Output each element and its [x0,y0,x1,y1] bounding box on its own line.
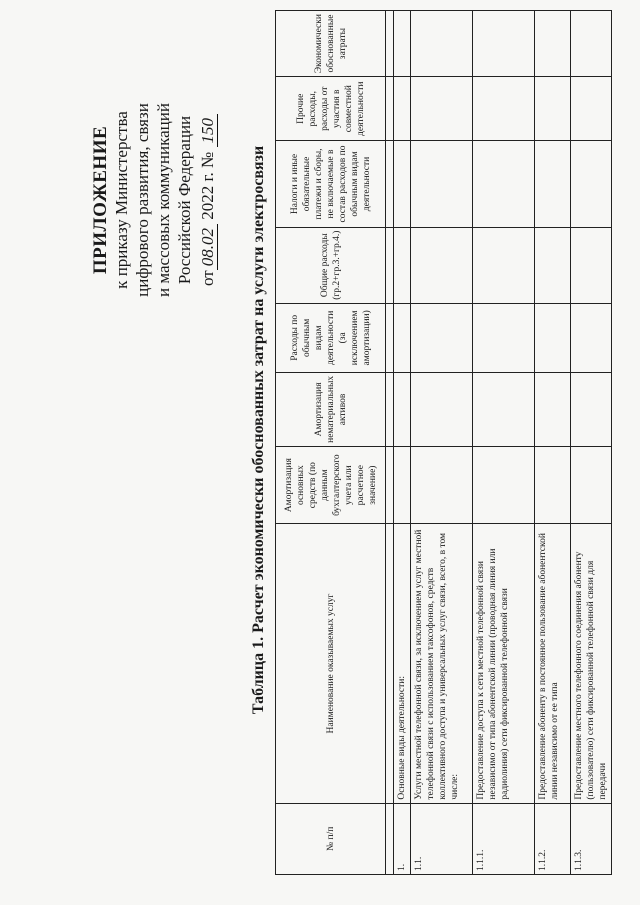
empty-cell [473,303,535,372]
empty-cell [394,227,411,303]
appendix-header [90,50,218,350]
empty-cell [394,141,411,227]
empty-cell [535,372,571,446]
empty-cell [394,77,411,141]
row-name: Предоставление доступа к сети местной телефонной связи независимо от типа абонентской линии (проводная линия или радиолиния) сети фиксированной телефонной связи [473,524,535,803]
row-number: 1.1. [411,803,473,874]
empty-cell [473,446,535,524]
date-year: 2022 г. № [198,151,217,220]
row-name: Услуги местной телефонной связи, за исключением услуг местной телефонной связи с использованием таксофонов, средств коллективного доступа и универсальных услуг связи, всего, в том числе: [411,524,473,803]
table-row [411,11,473,875]
header-cell: Расходы по обычным видам деятельности (за исключением амортизации) [276,303,386,372]
empty-cell [535,77,571,141]
empty-cell [411,141,473,227]
empty-cell [535,303,571,372]
empty-cell [473,77,535,141]
row-name: Предоставление местного телефонного соединения абоненту (пользователю) сети фиксированной телефонной связи для передачи [571,524,612,803]
index-cell [386,524,394,803]
empty-cell [473,11,535,77]
table-row [535,11,571,875]
empty-cell [571,372,612,446]
costs-table [275,10,612,875]
header-cell: Амортизация нематериальных активов [276,372,386,446]
index-cell [386,446,394,524]
row-number: 1.1.3. [571,803,612,874]
row-name: Предоставление абоненту в постоянное пользование абонентской линии независимо от ее типа [535,524,571,803]
empty-cell [473,227,535,303]
index-cell [386,77,394,141]
index-cell [386,141,394,227]
header-cell: Экономически обоснованные затраты [276,11,386,77]
index-cell [386,303,394,372]
table-caption: Таблица 1. Расчет экономически обоснованных затрат на услуги электросвязи [250,145,267,715]
appendix-line: Российской Федерации [175,115,194,285]
empty-cell [571,11,612,77]
empty-cell [571,141,612,227]
table-row [571,11,612,875]
empty-cell [535,446,571,524]
appendix-line: цифрового развития, связи [133,103,152,297]
header-cell: Прочие расходы, расходы от участия в совместной деятельности [276,77,386,141]
empty-cell [473,372,535,446]
empty-cell [394,303,411,372]
date-prefix: от [198,270,217,286]
document-page [10,10,630,890]
index-cell [386,11,394,77]
empty-cell [571,227,612,303]
appendix-title: ПРИЛОЖЕНИЕ [90,125,111,275]
index-cell [386,372,394,446]
header-cell: Наименование оказываемых услуг [276,524,386,803]
row-number: 1.1.2. [535,803,571,874]
empty-cell [411,303,473,372]
empty-cell [411,446,473,524]
empty-cell [473,141,535,227]
empty-cell [394,372,411,446]
order-date-line [197,50,218,350]
empty-cell [535,141,571,227]
header-cell: Налоги и иные обязательные платежи и сборы, не включаемые в состав расходов по обычным видам деятельности [276,141,386,227]
empty-cell [571,77,612,141]
row-number: 1.1.1. [473,803,535,874]
row-name: Основные виды деятельности: [394,524,411,803]
handwritten-date: 08.02 [198,224,218,270]
empty-cell [571,303,612,372]
table-index-row [386,11,394,875]
table-row [473,11,535,875]
empty-cell [411,11,473,77]
empty-cell [535,227,571,303]
table-row [394,11,411,875]
appendix-line: и массовых коммуникаций [154,103,173,297]
header-cell: Общие расходы (гр.2+гр.3.+гр.4.) [276,227,386,303]
header-cell: № п/п [276,803,386,874]
appendix-line: к приказу Министерства [112,111,131,289]
empty-cell [411,227,473,303]
empty-cell [411,372,473,446]
empty-cell [411,77,473,141]
empty-cell [394,446,411,524]
empty-cell [394,11,411,77]
handwritten-order-number: 150 [198,114,218,148]
row-number: 1. [394,803,411,874]
table-header-row [276,11,386,875]
index-cell [386,803,394,874]
empty-cell [535,11,571,77]
header-cell: Амортизация основных средств (по данным бухгалтерского учета или расчетное значение) [276,446,386,524]
index-cell [386,227,394,303]
empty-cell [571,446,612,524]
